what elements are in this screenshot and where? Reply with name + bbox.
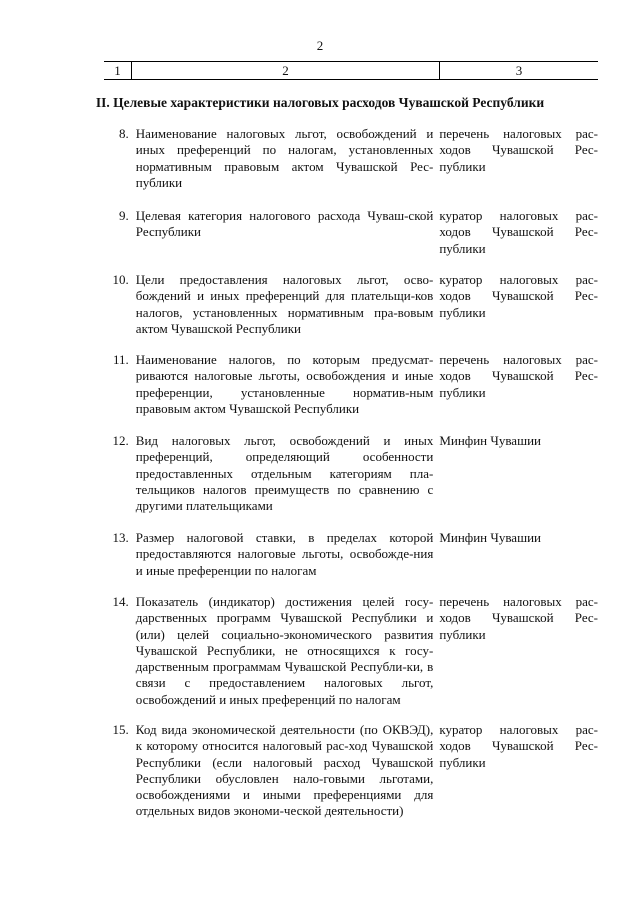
row-description: Показатель (индикатор) достижения целей госу-дарственных программ Чувашской Республики и (или) целей социально-экономического развития Чувашской Республики, не относящихся к госу-дарственным программам Чувашской Республи-ки, в связи с предоставлением налоговых льгот, освобождений и иных преференций по налогам	[135, 594, 434, 707]
table-row	[104, 352, 598, 417]
row-description: Вид налоговых льгот, освобождений и иных преференций, определяющий особенности предоставленных отдельным категориям пла-тельщиков налогов преимуществ по сравнению с другими плательщиками	[135, 433, 434, 514]
row-responsible: куратор налоговых рас-ходов Чувашской Рес-публики	[439, 272, 599, 320]
table-row	[104, 208, 598, 257]
table-row	[104, 272, 598, 337]
column-header-2: 2	[131, 62, 440, 79]
row-responsible: Минфин Чувашии	[439, 433, 541, 448]
table-row	[104, 594, 598, 708]
row-number: 13.	[112, 530, 129, 545]
row-responsible: перечень налоговых рас-ходов Чувашской Рес-публики	[439, 594, 599, 642]
table-row	[104, 433, 598, 514]
row-number: 8.	[119, 126, 129, 141]
row-number: 15.	[112, 722, 129, 737]
column-header-row	[104, 61, 598, 80]
row-description: Целевая категория налогового расхода Чуваш-ской Республики	[135, 208, 434, 240]
row-number: 9.	[119, 208, 129, 223]
row-number: 14.	[112, 594, 129, 609]
row-responsible: Минфин Чувашии	[439, 530, 541, 545]
row-responsible: перечень налоговых рас-ходов Чувашской Рес-публики	[439, 352, 599, 400]
table-row	[104, 530, 598, 579]
row-responsible: куратор налоговых рас-ходов Чувашской Рес-публики	[439, 208, 599, 256]
section-title: II. Целевые характеристики налоговых расходов Чувашской Республики	[95, 95, 545, 110]
row-number: 11.	[113, 352, 129, 367]
column-header-3: 3	[515, 63, 523, 78]
column-header-1: 1	[114, 63, 121, 78]
row-responsible: перечень налоговых рас-ходов Чувашской Рес-публики	[439, 126, 599, 174]
row-description: Цели предоставления налоговых льгот, осво-бождений и иных преференций для плательщи-ков налогов, установленных нормативным пра-вовым актом Чувашской Республики	[135, 272, 434, 336]
row-responsible: куратор налоговых рас-ходов Чувашской Рес-публики	[439, 722, 599, 770]
table-row	[104, 722, 598, 820]
row-description: Размер налоговой ставки, в пределах которой предоставляются налоговые льготы, освобожде-ния и иные преференции по налогам	[135, 530, 434, 578]
row-number: 12.	[112, 433, 129, 448]
row-description: Код вида экономической деятельности (по ОКВЭД), к которому относится налоговый рас-ход Чувашской Республики (если налоговый расход Чувашской Республики обусловлен нало-говыми льготами, освобождениями и иными преференциями для отдельных видов экономи-ческой деятельности)	[135, 722, 434, 819]
page-number: 2	[316, 38, 324, 53]
row-number: 10.	[112, 272, 129, 287]
row-description: Наименование налогов, по которым предусмат-риваются налоговые льготы, освобождения и иные преференции, установленные норматив-ным правовым актом Чувашской Республики	[135, 352, 434, 416]
row-description: Наименование налоговых льгот, освобождений и иных преференций по налогам, установленных нормативным правовым актом Чувашской Рес-публики	[135, 126, 434, 190]
table-row	[104, 126, 598, 191]
